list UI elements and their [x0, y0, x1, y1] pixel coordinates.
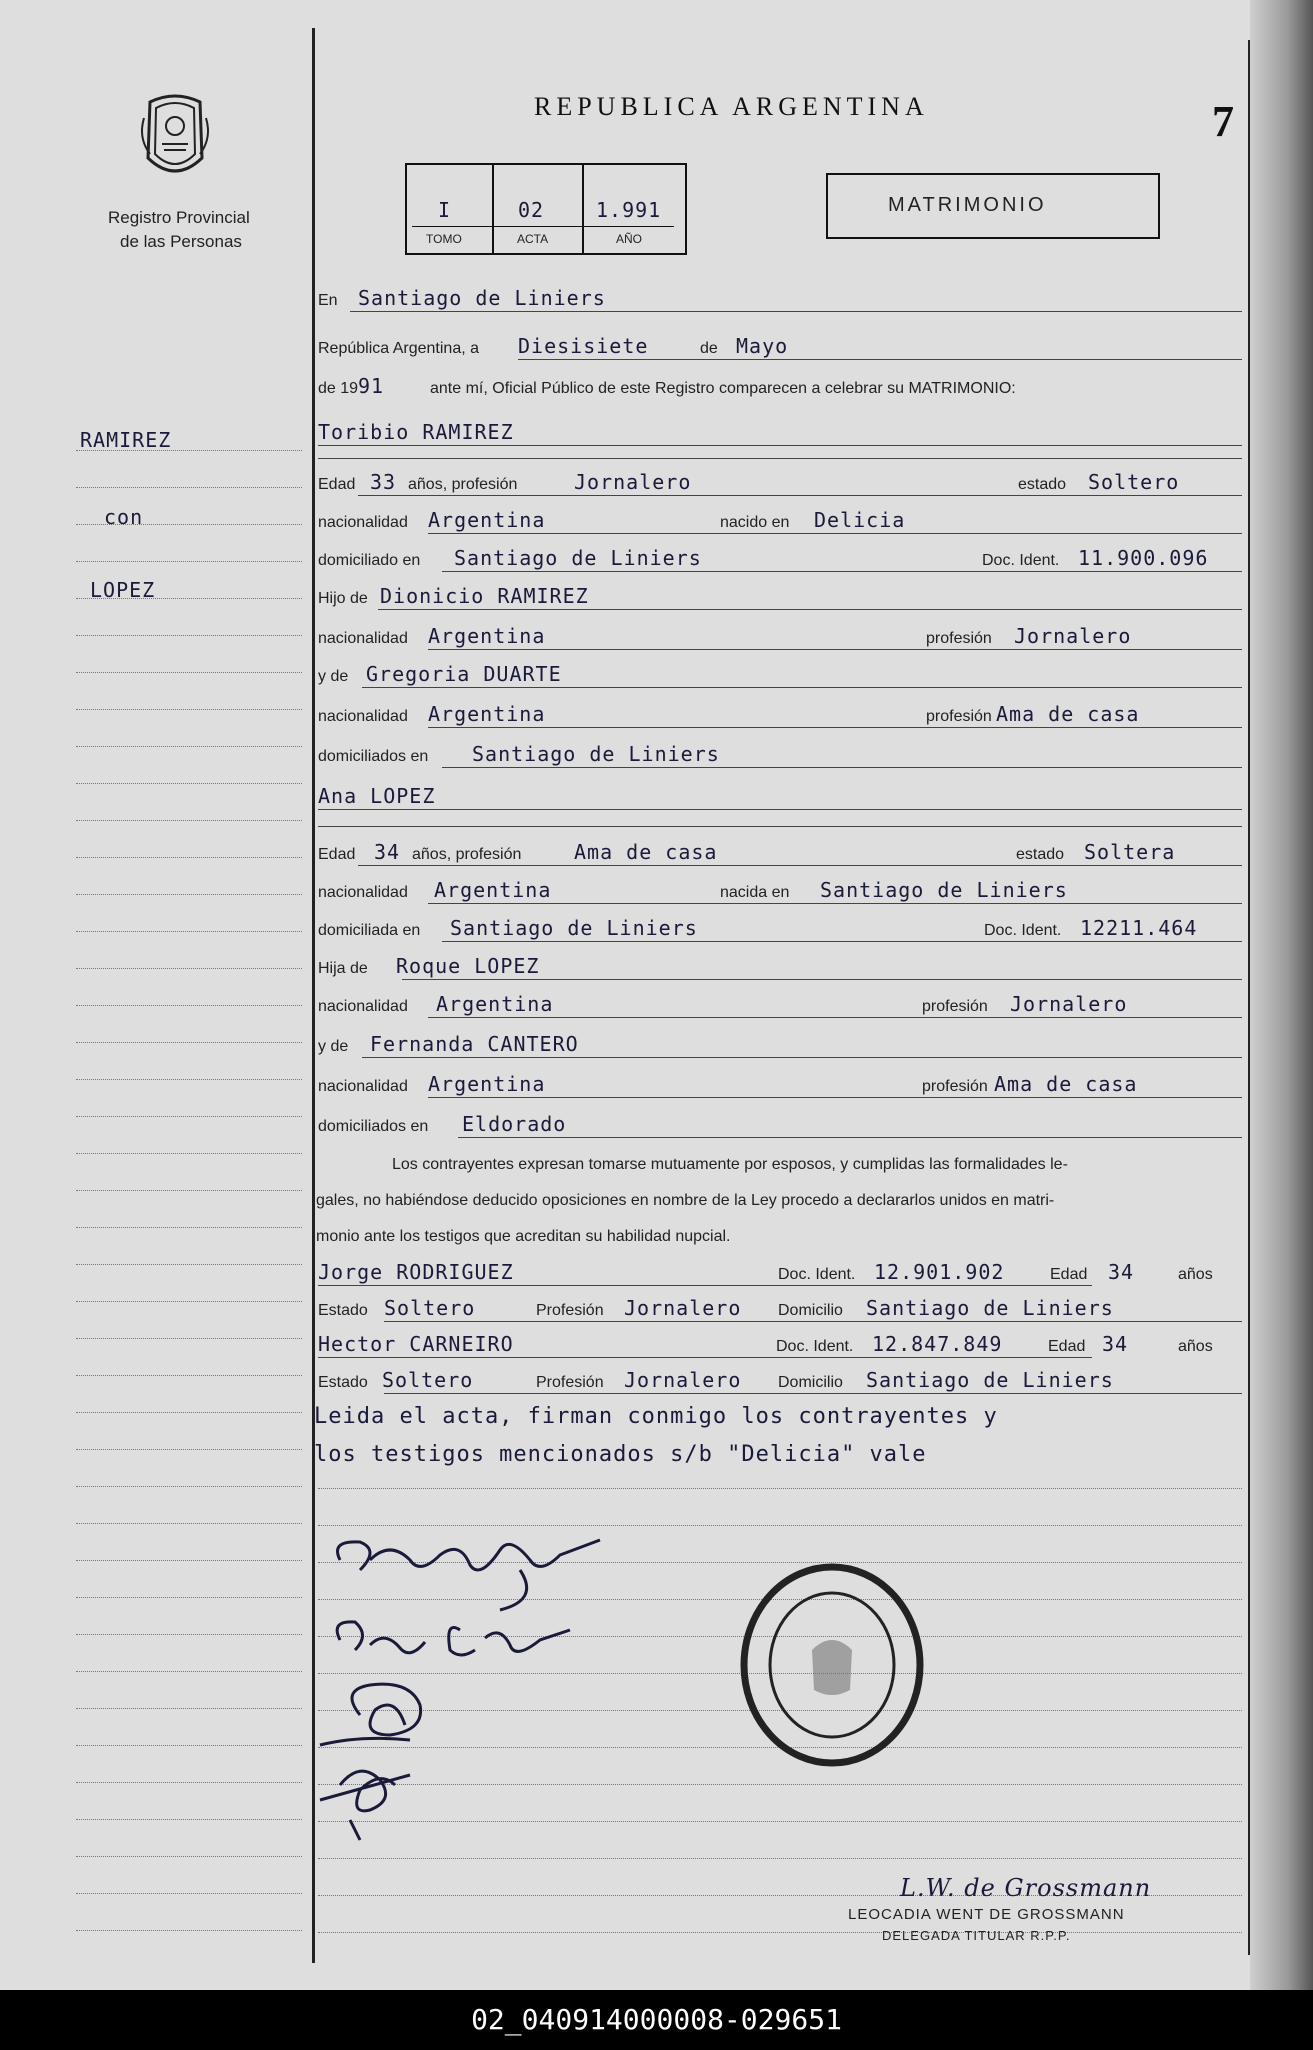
margin-rule [76, 487, 302, 488]
margin-rule [76, 1782, 302, 1783]
groom-father: Dionicio RAMIREZ [380, 584, 589, 608]
label-anos: años [1178, 1338, 1213, 1355]
margin-surname-2: LOPEZ [90, 578, 156, 602]
groom-mother-profession: Ama de casa [996, 702, 1140, 726]
ref-divider [582, 165, 584, 253]
groom-nationality: Argentina [428, 508, 546, 532]
label-en: En [318, 292, 338, 309]
bride-father-profession: Jornalero [1010, 992, 1128, 1016]
row-witness1 [318, 1256, 1242, 1290]
witness1-doc: 12.901.902 [874, 1260, 1005, 1284]
witness2-signature [320, 1771, 410, 1840]
ref-underline [412, 226, 674, 227]
body-line-1: Los contrayentes expresan tomarse mutuamente por esposos, y cumplidas las formalidades le- [392, 1156, 1068, 1173]
label-republica: República Argentina, a [318, 340, 479, 357]
witness2-estado: Soltero [382, 1368, 474, 1392]
label-profesion: profesión [926, 630, 992, 647]
row-bride-mother [318, 1028, 1242, 1062]
seal-icon-wrap [140, 88, 210, 184]
barcode-caption: 02_040914000008-029651 [0, 1990, 1313, 2050]
groom-parents-domicile: Santiago de Liniers [472, 742, 720, 766]
margin-surname-1: RAMIREZ [80, 428, 172, 452]
groom-mother-nationality: Argentina [428, 702, 546, 726]
margin-rule [76, 894, 302, 895]
bride-mother-profession: Ama de casa [994, 1072, 1138, 1096]
label-domicilio: Domicilio [778, 1374, 843, 1391]
margin-rule [76, 820, 302, 821]
country-title: REPUBLICA ARGENTINA [534, 92, 929, 121]
bride-name: Ana LOPEZ [318, 784, 436, 808]
ruled-line [318, 1488, 1242, 1489]
label-edad: Edad [318, 846, 356, 863]
provincial-seal-icon [140, 88, 210, 184]
margin-rule [76, 1745, 302, 1746]
label-anos-profesion: años, profesión [408, 476, 518, 493]
margin-rule [76, 1412, 302, 1413]
bride-birthplace: Santiago de Liniers [820, 878, 1068, 902]
ruled-line [318, 1858, 1242, 1859]
value-day: Diesisiete [518, 334, 649, 358]
row-bride-father [318, 950, 1242, 984]
label-profesion: profesión [922, 998, 988, 1015]
witness2-profession: Jornalero [624, 1368, 742, 1392]
margin-rule [76, 635, 302, 636]
margin-rule [76, 1597, 302, 1598]
margin-rule [76, 1005, 302, 1006]
closing-line-2: los testigos mencionados s/b "Delicia" vale [314, 1442, 927, 1467]
bride-age: 34 [374, 840, 401, 864]
groom-estado: Soltero [1088, 470, 1180, 494]
groom-doc: 11.900.096 [1078, 546, 1209, 570]
witness2-age: 34 [1102, 1332, 1129, 1356]
margin-rule [76, 1338, 302, 1339]
margin-rule [76, 1708, 302, 1709]
label-domiciliados: domiciliados en [318, 1118, 429, 1135]
margin-rule [76, 746, 302, 747]
tomo-value: I [438, 198, 452, 222]
label-hija: Hija de [318, 960, 368, 977]
witness1-age: 34 [1108, 1260, 1135, 1284]
signature-marks [300, 1520, 700, 1850]
label-year: de 19 [318, 380, 359, 397]
groom-domicile: Santiago de Liniers [454, 546, 702, 570]
row-groom-name [318, 416, 1242, 450]
row-groom-parents-dom [318, 738, 1242, 772]
label-profesion: profesión [922, 1078, 988, 1095]
bride-signature [337, 1622, 570, 1655]
value-month: Mayo [736, 334, 789, 358]
label-estado: Estado [318, 1302, 368, 1319]
registry-stamp-icon [732, 1560, 932, 1770]
margin-rule [76, 1116, 302, 1117]
section-rule [318, 458, 1242, 459]
label-nacionalidad: nacionalidad [318, 998, 408, 1015]
label-nacida: nacida en [720, 884, 790, 901]
ano-label: AÑO [616, 232, 643, 246]
margin-rule [76, 1893, 302, 1894]
margin-rule [76, 783, 302, 784]
label-doc: Doc. Ident. [982, 552, 1060, 569]
label-estado: Estado [318, 1374, 368, 1391]
value-year: 91 [358, 374, 385, 398]
bride-mother: Fernanda CANTERO [370, 1032, 579, 1056]
bride-parents-domicile: Eldorado [462, 1112, 567, 1136]
bride-domicile: Santiago de Liniers [450, 916, 698, 940]
witness1-domicile: Santiago de Liniers [866, 1296, 1114, 1320]
label-domiciliados: domiciliados en [318, 748, 429, 765]
margin-rule [76, 1671, 302, 1672]
ref-divider [492, 165, 494, 253]
row-groom-father [318, 580, 1242, 614]
section-rule [318, 826, 1242, 827]
row-groom-nat [318, 504, 1242, 538]
tomo-label: TOMO [426, 232, 462, 246]
groom-father-profession: Jornalero [1014, 624, 1132, 648]
witness2-doc: 12.847.849 [872, 1332, 1003, 1356]
margin-rule [76, 1856, 302, 1857]
witness2-domicile: Santiago de Liniers [866, 1368, 1114, 1392]
row-bride-mother-nat [318, 1068, 1242, 1102]
body-line-2: gales, no habiéndose deducido oposiciones en nombre de la Ley procedo a declararlos unidos en matri- [316, 1192, 1055, 1209]
label-hijo: Hijo de [318, 590, 368, 607]
acta-value: 02 [518, 198, 545, 222]
row-witness1-details [318, 1292, 1242, 1326]
bride-father-nationality: Argentina [436, 992, 554, 1016]
margin-rule [76, 1560, 302, 1561]
value-place: Santiago de Liniers [358, 286, 606, 310]
margin-rule [76, 672, 302, 673]
label-domiciliada: domiciliada en [318, 922, 421, 939]
label-anos: años [1178, 1266, 1213, 1283]
margin-rule [76, 1930, 302, 1931]
bride-mother-nationality: Argentina [428, 1072, 546, 1096]
ruled-line [318, 1932, 1242, 1933]
row-bride-age [318, 836, 1242, 870]
official-title: DELEGADA TITULAR R.P.P. [882, 1928, 1071, 1943]
groom-profession: Jornalero [574, 470, 692, 494]
bride-nationality: Argentina [434, 878, 552, 902]
row-groom-age [318, 466, 1242, 500]
row-witness2 [318, 1328, 1242, 1362]
margin-rule [76, 968, 302, 969]
label-estado: estado [1016, 846, 1065, 863]
ano-value: 1.991 [596, 198, 662, 222]
label-nacido: nacido en [720, 514, 790, 531]
groom-birthplace: Delicia [814, 508, 906, 532]
margin-rule [76, 857, 302, 858]
row-groom-mother [318, 658, 1242, 692]
official-signature: L.W. de Grossmann [900, 1874, 1152, 1902]
label-domicilio: Domicilio [778, 1302, 843, 1319]
margin-rule [76, 1264, 302, 1265]
witness1-name: Jorge RODRIGUEZ [318, 1260, 514, 1284]
row-groom-dom [318, 542, 1242, 576]
margin-connector: con [104, 505, 144, 529]
row-bride-father-nat [318, 988, 1242, 1022]
label-estado: estado [1018, 476, 1067, 493]
margin-rule [76, 709, 302, 710]
label-nacionalidad: nacionalidad [318, 1078, 408, 1095]
bride-estado: Soltera [1084, 840, 1176, 864]
row-year [318, 370, 1242, 404]
margin-rule [76, 1079, 302, 1080]
registry-name-line1: Registro Provincial [108, 208, 250, 227]
label-profesion: Profesión [536, 1374, 604, 1391]
label-profesion: Profesión [536, 1302, 604, 1319]
groom-name: Toribio RAMIREZ [318, 420, 514, 444]
label-anos-profesion: años, profesión [412, 846, 522, 863]
closing-line-1: Leida el acta, firman conmigo los contrayentes y [314, 1404, 998, 1429]
label-profesion: profesión [926, 708, 992, 725]
margin-rule [76, 1190, 302, 1191]
row-groom-mother-nat [318, 698, 1242, 732]
groom-father-nationality: Argentina [428, 624, 546, 648]
page-edge [1250, 0, 1313, 1990]
row-bride-dom [318, 912, 1242, 946]
label-y-de: y de [318, 1038, 349, 1055]
margin-rule [76, 931, 302, 932]
row-bride-nat [318, 874, 1242, 908]
label-edad: Edad [1050, 1266, 1088, 1283]
label-domiciliado: domiciliado en [318, 552, 421, 569]
margin-rule [76, 1375, 302, 1376]
label-y-de: y de [318, 668, 349, 685]
groom-age: 33 [370, 470, 397, 494]
margin-rule [76, 1523, 302, 1524]
row-bride-parents-dom [318, 1108, 1242, 1142]
page-number: 7 [1212, 97, 1234, 146]
margin-rule [76, 1486, 302, 1487]
witness1-profession: Jornalero [624, 1296, 742, 1320]
witness1-signature [320, 1684, 421, 1745]
margin-rule [76, 1042, 302, 1043]
body-line-3: monio ante los testigos que acreditan su habilidad nupcial. [316, 1228, 731, 1245]
label-edad: Edad [1048, 1338, 1086, 1355]
margin-rule [76, 1153, 302, 1154]
statement: ante mí, Oficial Público de este Registro comparecen a celebrar su MATRIMONIO: [430, 380, 1016, 397]
row-place [318, 282, 1242, 316]
acta-label: ACTA [517, 232, 549, 246]
label-nacionalidad: nacionalidad [318, 884, 408, 901]
bride-doc: 12211.464 [1080, 916, 1198, 940]
witness1-estado: Soltero [384, 1296, 476, 1320]
witness2-name: Hector CARNEIRO [318, 1332, 514, 1356]
label-doc: Doc. Ident. [776, 1338, 854, 1355]
row-date [318, 330, 1242, 364]
label-doc: Doc. Ident. [984, 922, 1062, 939]
doc-type: MATRIMONIO [888, 194, 1047, 216]
label-nacionalidad: nacionalidad [318, 708, 408, 725]
margin-rule [76, 1819, 302, 1820]
bride-profession: Ama de casa [574, 840, 718, 864]
label-nacionalidad: nacionalidad [318, 514, 408, 531]
label-edad: Edad [318, 476, 356, 493]
registry-name-line2: de las Personas [120, 232, 242, 251]
label-doc: Doc. Ident. [778, 1266, 856, 1283]
bride-father: Roque LOPEZ [396, 954, 540, 978]
label-nacionalidad: nacionalidad [318, 630, 408, 647]
groom-signature [338, 1540, 601, 1610]
groom-mother: Gregoria DUARTE [366, 662, 562, 686]
margin-rule [76, 1449, 302, 1450]
margin-rule [76, 561, 302, 562]
margin-rule [76, 1227, 302, 1228]
label-de: de [700, 340, 718, 357]
official-name: LEOCADIA WENT DE GROSSMANN [848, 1906, 1125, 1923]
margin-rule [76, 1301, 302, 1302]
row-bride-name [318, 780, 1242, 814]
margin-rule [76, 1634, 302, 1635]
row-witness2-details [318, 1364, 1242, 1398]
row-groom-father-nat [318, 620, 1242, 654]
